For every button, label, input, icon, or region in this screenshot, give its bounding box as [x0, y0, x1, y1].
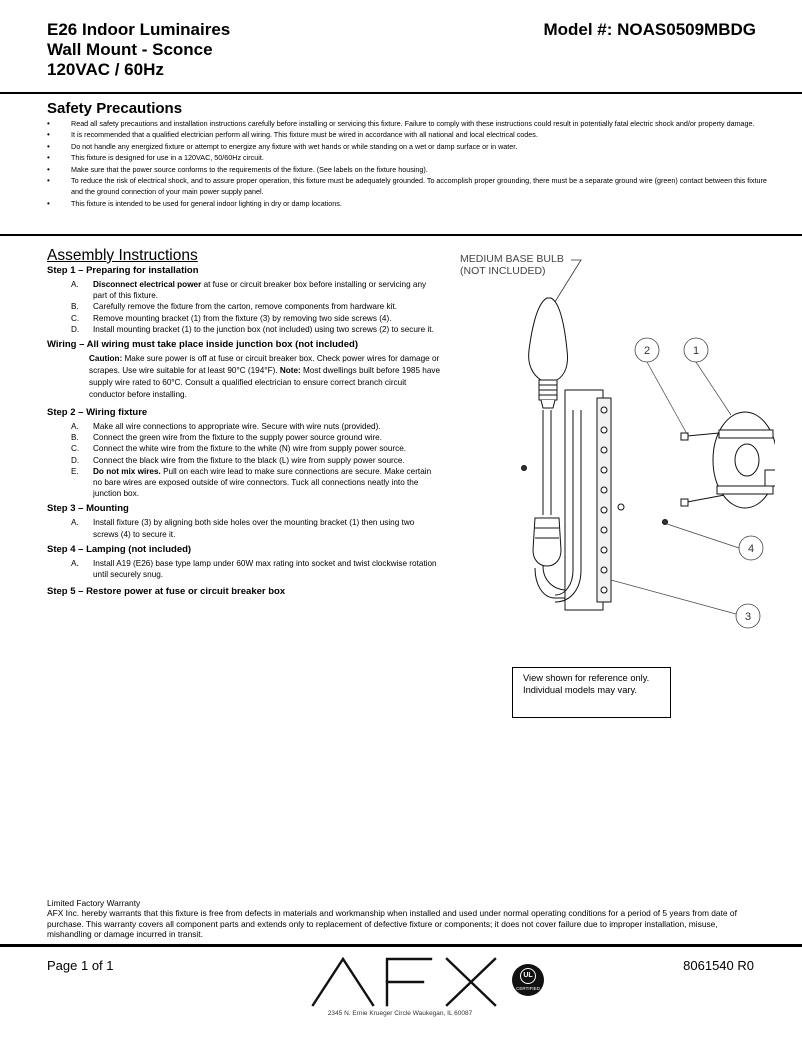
step-3-title: Step 3 – Mounting [47, 503, 129, 515]
step-2-a-text: Make all wire connections to appropriate wire. Secure with wire nuts (provided). [93, 422, 381, 432]
step-2-c-text: Connect the white wire from the fixture to the white (N) wire from supply power source. [93, 444, 407, 454]
bulb-label-line-2: (NOT INCLUDED) [460, 265, 546, 277]
safety-item: • Make sure that the power source conforms to the requirements of the fixture. (See labels on the fixture housing). [47, 164, 767, 175]
list-item: A. Install fixture (3) by aligning both side holes over the mounting bracket (1) then using two screws (4) to secure it. [71, 518, 415, 539]
step-4-a-text: Install A19 (E26) base type lamp under 60W max rating into socket and twist clockwise rotation until securely snug. [93, 558, 437, 580]
title-line-1: E26 Indoor Luminaires [47, 20, 231, 39]
list-item: E. Do not mix wires. Pull on each wire lead to make sure connections are secure. Make certain no bare wires are exposed outside of wire connectors. Tuck all connections neatly into the junction box. [71, 466, 432, 499]
step-2-e-text: Pull on each wire lead to make sure connections are secure. Make certain no bare wires are exposed outside of wire connectors. Tuck all connections neatly into the junction box. [93, 466, 432, 499]
company-address: 2345 N. Ernie Krueger Circle Waukegan, IL 60087 [327, 1010, 473, 1017]
list-item: B. Connect the green wire from the fixture to the supply power source ground wire. [71, 433, 382, 443]
callout-2 [635, 338, 687, 434]
note-text: Most dwellings built before 1985 have supply wire rated to 60°C. Consult a qualified electrician to ensure correct branch circuit conductor before installing. [89, 366, 441, 400]
warranty-section [47, 898, 757, 940]
step-2-b-text: Connect the green wire from the fixture to the supply power source ground wire. [93, 433, 382, 443]
assembly-title: Assembly Instructions [47, 247, 198, 264]
reference-note: View shown for reference only. Individual models may vary. [512, 667, 671, 718]
step-2-title: Step 2 – Wiring fixture [47, 407, 148, 419]
document-title [47, 20, 230, 80]
backplate-icon [555, 390, 624, 610]
wiring-caution [47, 353, 442, 401]
list-item: C. Connect the white wire from the fixture to the white (N) wire from supply power source. [71, 444, 407, 454]
wiring-title: Wiring – All wiring must take place inside junction box (not included) [47, 339, 358, 351]
callout-2-label: 2 [643, 345, 651, 357]
safety-item: • Do not handle any energized fixture or attempt to energize any fixture with wet hands or while standing on a wet or damp surface or in water. [47, 141, 767, 152]
list-item: D. Connect the black wire from the fixture to the black (L) wire from supply power source. [71, 455, 405, 465]
step-2-e-bold: Do not mix wires. [93, 466, 161, 476]
step-1-a-bold: Disconnect electrical power [93, 280, 202, 289]
callout-4-label: 4 [747, 543, 755, 555]
callout-1-label: 1 [692, 345, 700, 357]
afx-logo [305, 953, 505, 1009]
callout-4 [667, 524, 763, 560]
step-1-b-text: Carefully remove the fixture from the carton, remove components from hardware kit. [93, 302, 397, 312]
bulb-icon [529, 298, 568, 408]
title-line-2: Wall Mount - Sconce [47, 40, 213, 59]
safety-item: • Read all safety precautions and installation instructions carefully before installing or servicing this fixture. Failure to comply with these instructions could result in potentially fatal electric shock and/or property damage. [47, 118, 767, 129]
step-1-a-text: at fuse or circuit breaker box before installing or servicing any part of this fixture. [93, 280, 427, 301]
bulb-label-line-1: MEDIUM BASE BULB [460, 253, 564, 265]
ul-certified-logo [512, 964, 544, 996]
step-5-title: Step 5 – Restore power at fuse or circuit breaker box [47, 586, 286, 598]
fixture-diagram [455, 250, 775, 635]
caution-label: Caution: [89, 354, 123, 364]
safety-divider [0, 234, 802, 236]
socket-icon [533, 410, 567, 598]
document-code: 8061540 R0 [683, 958, 754, 973]
callout-3 [611, 580, 760, 628]
step-1-list [47, 279, 442, 335]
caution-text: Make sure power is off at fuse or circuit breaker box. Check power wires for damage or scrapes. Use wire suitable for at least 90°C (194°F). [89, 354, 440, 376]
ul-mark: UL [520, 968, 536, 984]
ul-certified-text: CERTIFIED [516, 986, 540, 991]
model-number: Model #: NOAS0509MBDG [543, 20, 756, 39]
list-item: B. Carefully remove the fixture from the carton, remove components from hardware kit. [71, 302, 397, 312]
step-1-d-text: Install mounting bracket (1) to the junction box (not included) using two screws (2) to secure it. [93, 324, 434, 334]
callout-3-label: 3 [744, 611, 752, 623]
mounting-bracket-icon [713, 412, 775, 508]
step-2-list [47, 421, 442, 499]
safety-item: • This fixture is designed for use in a 120VAC, 50/60Hz circuit. [47, 152, 767, 163]
header-divider [0, 92, 802, 94]
note-label: Note: [279, 366, 301, 376]
safety-list [47, 118, 767, 209]
warranty-text: AFX Inc. hereby warrants that this fixture is free from defects in materials and workmanship when installed and used under normal operating conditions for a period of 5 years from date of purchase. This warranty covers all component parts and extends only to replacement of defective fixture or components; it does not cover failure due to improper installation, misuse, mishandling or damage incurred in transit. [47, 908, 737, 940]
list-item: A. Install A19 (E26) base type lamp under 60W max rating into socket and twist clockwise rotation until securely snug. [71, 558, 437, 580]
list-item: A. Make all wire connections to appropriate wire. Secure with wire nuts (provided). [71, 422, 381, 432]
step-2-d-text: Connect the black wire from the fixture to the black (L) wire from supply power source. [93, 455, 405, 465]
bulb-leader-line [553, 260, 581, 305]
step-1-title: Step 1 – Preparing for installation [47, 265, 199, 276]
list-item: C. Remove mounting bracket (1) from the fixture (3) by removing two side screws (4). [71, 313, 392, 323]
footer-divider [0, 944, 802, 947]
step-3-a-text: Install fixture (3) by aligning both side holes over the mounting bracket (1) then using two screws (4) to secure it. [93, 518, 415, 539]
title-line-3: 120VAC / 60Hz [47, 60, 164, 79]
step-3-list [47, 517, 442, 539]
safety-item: • To reduce the risk of electrical shock, and to assure proper operation, this fixture must be adequately grounded. To accomplish proper grounding, there must be a separate ground wire (green) contact between this fixture and the ground connection of your main power supply panel. [47, 175, 767, 198]
page-number: Page 1 of 1 [47, 958, 114, 973]
assembly-instructions [47, 265, 442, 600]
safety-title: Safety Precautions [47, 100, 183, 117]
safety-item: • It is recommended that a qualified electrician perform all wiring. This fixture must be wired in accordance with all national and local electrical codes. [47, 129, 767, 140]
step-4-title: Step 4 – Lamping (not included) [47, 543, 192, 555]
screw-icon [522, 432, 731, 525]
list-item: A. Disconnect electrical power at fuse or circuit breaker box before installing or servicing any part of this fixture. [71, 280, 427, 301]
warranty-title: Limited Factory Warranty [47, 898, 141, 908]
step-1-c-text: Remove mounting bracket (1) from the fixture (3) by removing two side screws (4). [93, 313, 392, 323]
list-item: D. Install mounting bracket (1) to the junction box (not included) using two screws (2) to secure it. [71, 324, 434, 334]
callout-1 [684, 338, 731, 415]
safety-item: • This fixture is intended to be used for general indoor lighting in dry or damp locations. [47, 198, 767, 209]
step-4-list [47, 558, 442, 580]
